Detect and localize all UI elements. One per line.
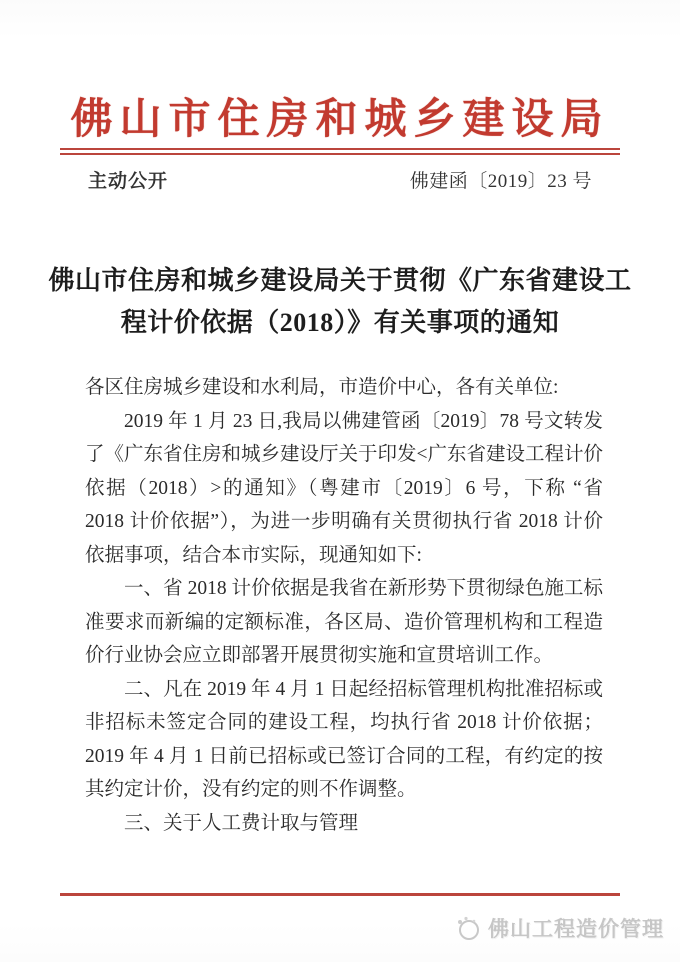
paragraph-intro: 2019 年 1 月 23 日,我局以佛建管函〔2019〕78 号文转发了《广东省住房和城乡建设厅关于印发<广东省建设工程计价依据（2018）>的通知》（粤建市〔2019〕6 号，下称 “省 2018 计价依据”），为进一步明确有关贯彻执行省 2018 计价依据事项，结合本市实际，现通知如下: xyxy=(85,410,603,566)
document-title: 佛山市住房和城乡建设局关于贯彻《广东省建设工程计价依据（2018）》有关事项的通知 xyxy=(48,266,632,337)
meta-row xyxy=(88,166,592,193)
document-body xyxy=(85,371,603,840)
footer-divider xyxy=(60,893,620,896)
watermark-logo-icon xyxy=(455,915,481,941)
document-number: 佛建函〔2019〕23 号 xyxy=(409,171,592,192)
publicity-label: 主动公开 xyxy=(88,171,169,192)
paragraph-item-3: 三、关于人工费计取与管理 xyxy=(124,812,359,834)
salutation-line: 各区住房城乡建设和水利局，市造价中心，各有关单位: xyxy=(85,377,559,398)
watermark xyxy=(455,913,664,943)
letterhead-divider xyxy=(60,148,620,155)
letterhead-agency-name: 佛山市住房和城乡建设局 xyxy=(70,97,610,143)
paragraph-item-2: 二、凡在 2019 年 4 月 1 日起经招标管理机构批准招标或非招标未签定合同的建设工程，均执行省 2018 计价依据；2019 年 4 月 1 日前已招标或已签订合同的工程，有约定的按其约定计价，没有约定的则不作调整。 xyxy=(85,678,603,800)
paragraph-item-1: 一、省 2018 计价依据是我省在新形势下贯彻绿色施工标准要求而新编的定额标准，各区局、造价管理机构和工程造价行业协会应立即部署开展贯彻实施和宣贯培训工作。 xyxy=(85,578,603,666)
watermark-label: 佛山工程造价管理 xyxy=(488,918,664,941)
